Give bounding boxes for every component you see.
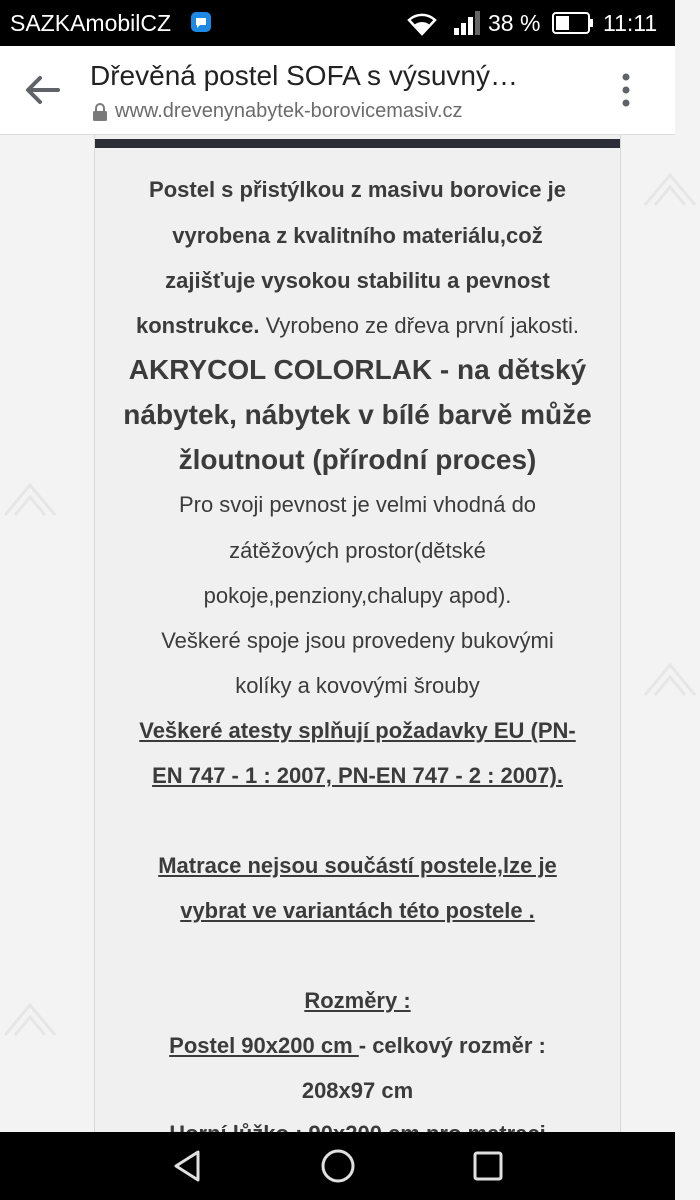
intro-line: Postel s přistýlkou z masivu borovice je <box>149 177 566 202</box>
battery-percent: 38 % <box>488 10 541 36</box>
clock: 11:11 <box>603 10 658 36</box>
card-top-border <box>95 139 620 148</box>
intro-bold-word: konstrukce. <box>135 313 260 338</box>
product-description <box>94 135 621 1135</box>
url-text: www.drevenynabytek-borovicemasiv.cz <box>115 100 463 122</box>
use-line: Pro svoji pevnost je velmi vhodná do <box>178 492 537 517</box>
android-nav-bar <box>0 1132 675 1200</box>
use-line: Veškeré spoje jsou provedeny bukovými <box>161 628 554 653</box>
intro-line: vyrobena z kvalitního materiálu,což <box>172 223 543 248</box>
postel-size-line <box>95 1033 620 1059</box>
matrace-link[interactable]: Matrace nejsou součástí postele,lze je <box>158 853 557 878</box>
lock-icon <box>92 102 108 122</box>
background-pattern-icon <box>0 995 60 1055</box>
akrycol-line: nábytek, nábytek v bílé barvě může <box>123 399 592 430</box>
signal-strength-icon <box>452 10 482 36</box>
use-line: zátěžových prostor(dětské <box>229 538 486 563</box>
matrace-link[interactable]: vybrat ve variantách této postele . <box>180 898 535 923</box>
url-row <box>92 100 463 123</box>
background-pattern-icon <box>0 475 60 535</box>
status-bar <box>0 0 675 46</box>
postel-size-link[interactable]: Postel 90x200 cm <box>169 1033 359 1058</box>
akrycol-line: žloutnout (přírodní proces) <box>178 444 537 475</box>
akrycol-line: AKRYCOL COLORLAK - na dětský <box>128 354 587 385</box>
nav-recents-icon[interactable] <box>468 1146 508 1186</box>
atest-link[interactable]: EN 747 - 1 : 2007, PN-EN 747 - 2 : 2007). <box>152 763 563 788</box>
postel-total-size: 208x97 cm <box>301 1078 414 1103</box>
page-title: Dřevěná postel SOFA s výsuvný… <box>90 60 518 91</box>
more-options-icon[interactable] <box>612 70 640 110</box>
background-pattern-icon <box>640 655 700 715</box>
rozmery-heading: Rozměry : <box>304 988 411 1013</box>
message-notification-icon <box>190 11 212 33</box>
intro-line-last <box>95 313 620 339</box>
carrier-name: SAZKAmobilCZ <box>10 10 172 36</box>
back-arrow-icon[interactable] <box>22 72 62 108</box>
nav-home-icon[interactable] <box>318 1146 358 1186</box>
use-line: pokoje,penziony,chalupy apod). <box>203 583 512 608</box>
intro-normal-text: Vyrobeno ze dřeva první jakosti. <box>259 313 580 338</box>
intro-line: zajišťuje vysokou stabilitu a pevnost <box>165 268 550 293</box>
background-pattern-icon <box>640 165 700 225</box>
use-line: kolíky a kovovými šrouby <box>235 673 480 698</box>
wifi-icon <box>405 10 439 36</box>
atest-link[interactable]: Veškeré atesty splňují požadavky EU (PN- <box>139 718 576 743</box>
battery-icon <box>552 12 594 34</box>
web-page <box>0 135 675 1132</box>
postel-size-rest: - celkový rozměr : <box>358 1033 546 1058</box>
nav-back-icon[interactable] <box>168 1146 208 1186</box>
browser-toolbar <box>0 46 675 135</box>
